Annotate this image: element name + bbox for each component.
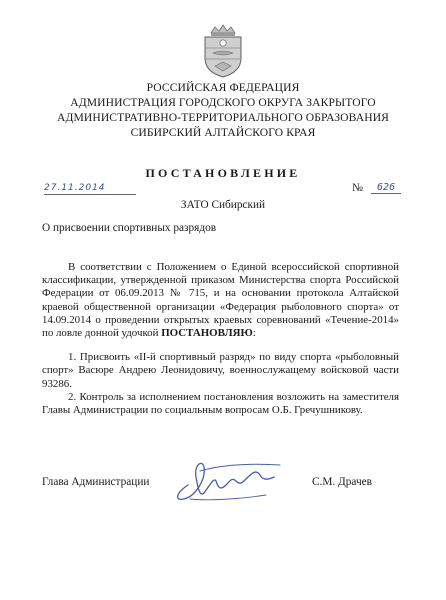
header-line: АДМИНИСТРАТИВНО-ТЕРРИТОРИАЛЬНОГО ОБРАЗОВАНИЯ	[56, 111, 390, 124]
document-subject: О присвоении спортивных разрядов	[42, 222, 217, 234]
list-item: 1. Присвоить «II-й спортивный разряд» по виду спорта «рыболовный спорт» Васюре Андрею Леонидовичу, военнослужащему войсковой части 93286.	[42, 351, 399, 390]
document-number-label: №	[352, 182, 363, 194]
signatory-title: Глава Администрации	[42, 476, 150, 488]
main-paragraph-text: В соответствии с Положением о Единой всероссийской спортивной классификации, утвержденной приказом Министерства спорта Российской Федерации от 06.09.2013 № 715, и на основании протокола Алтайской краевой общественной организации «Федерация рыболовного спорта» от 14.09.2014 о проведении открытых краевых соревнований «Течение-2014» по ловле донной удочкой	[42, 261, 399, 340]
document-number: 626	[371, 182, 401, 194]
decree-colon: :	[252, 327, 256, 340]
list-item: 2. Контроль за исполнением постановления возложить на заместителя Главы Администрации по социальным вопросам О.Б. Гречушникову.	[42, 390, 399, 417]
decree-items	[42, 351, 399, 417]
header-line: АДМИНИСТРАЦИЯ ГОРОДСКОГО ОКРУГА ЗАКРЫТОГО	[70, 96, 376, 109]
handwritten-signature	[170, 455, 300, 505]
issue-place: ЗАТО Сибирский	[180, 199, 266, 211]
signatory-name: С.М. Драчев	[312, 476, 372, 488]
document-date: 27.11.2014	[44, 183, 136, 195]
header-line: СИБИРСКИЙ АЛТАЙСКОГО КРАЯ	[130, 126, 316, 139]
document-body	[42, 261, 399, 417]
decree-word: ПОСТАНОВЛЯЮ	[161, 327, 253, 340]
document-type-title: ПОСТАНОВЛЕНИЕ	[145, 166, 301, 180]
issuer-header	[0, 80, 446, 140]
coat-of-arms-icon	[201, 24, 245, 78]
header-line: РОССИЙСКАЯ ФЕДЕРАЦИЯ	[146, 81, 300, 94]
main-paragraph	[42, 261, 399, 340]
